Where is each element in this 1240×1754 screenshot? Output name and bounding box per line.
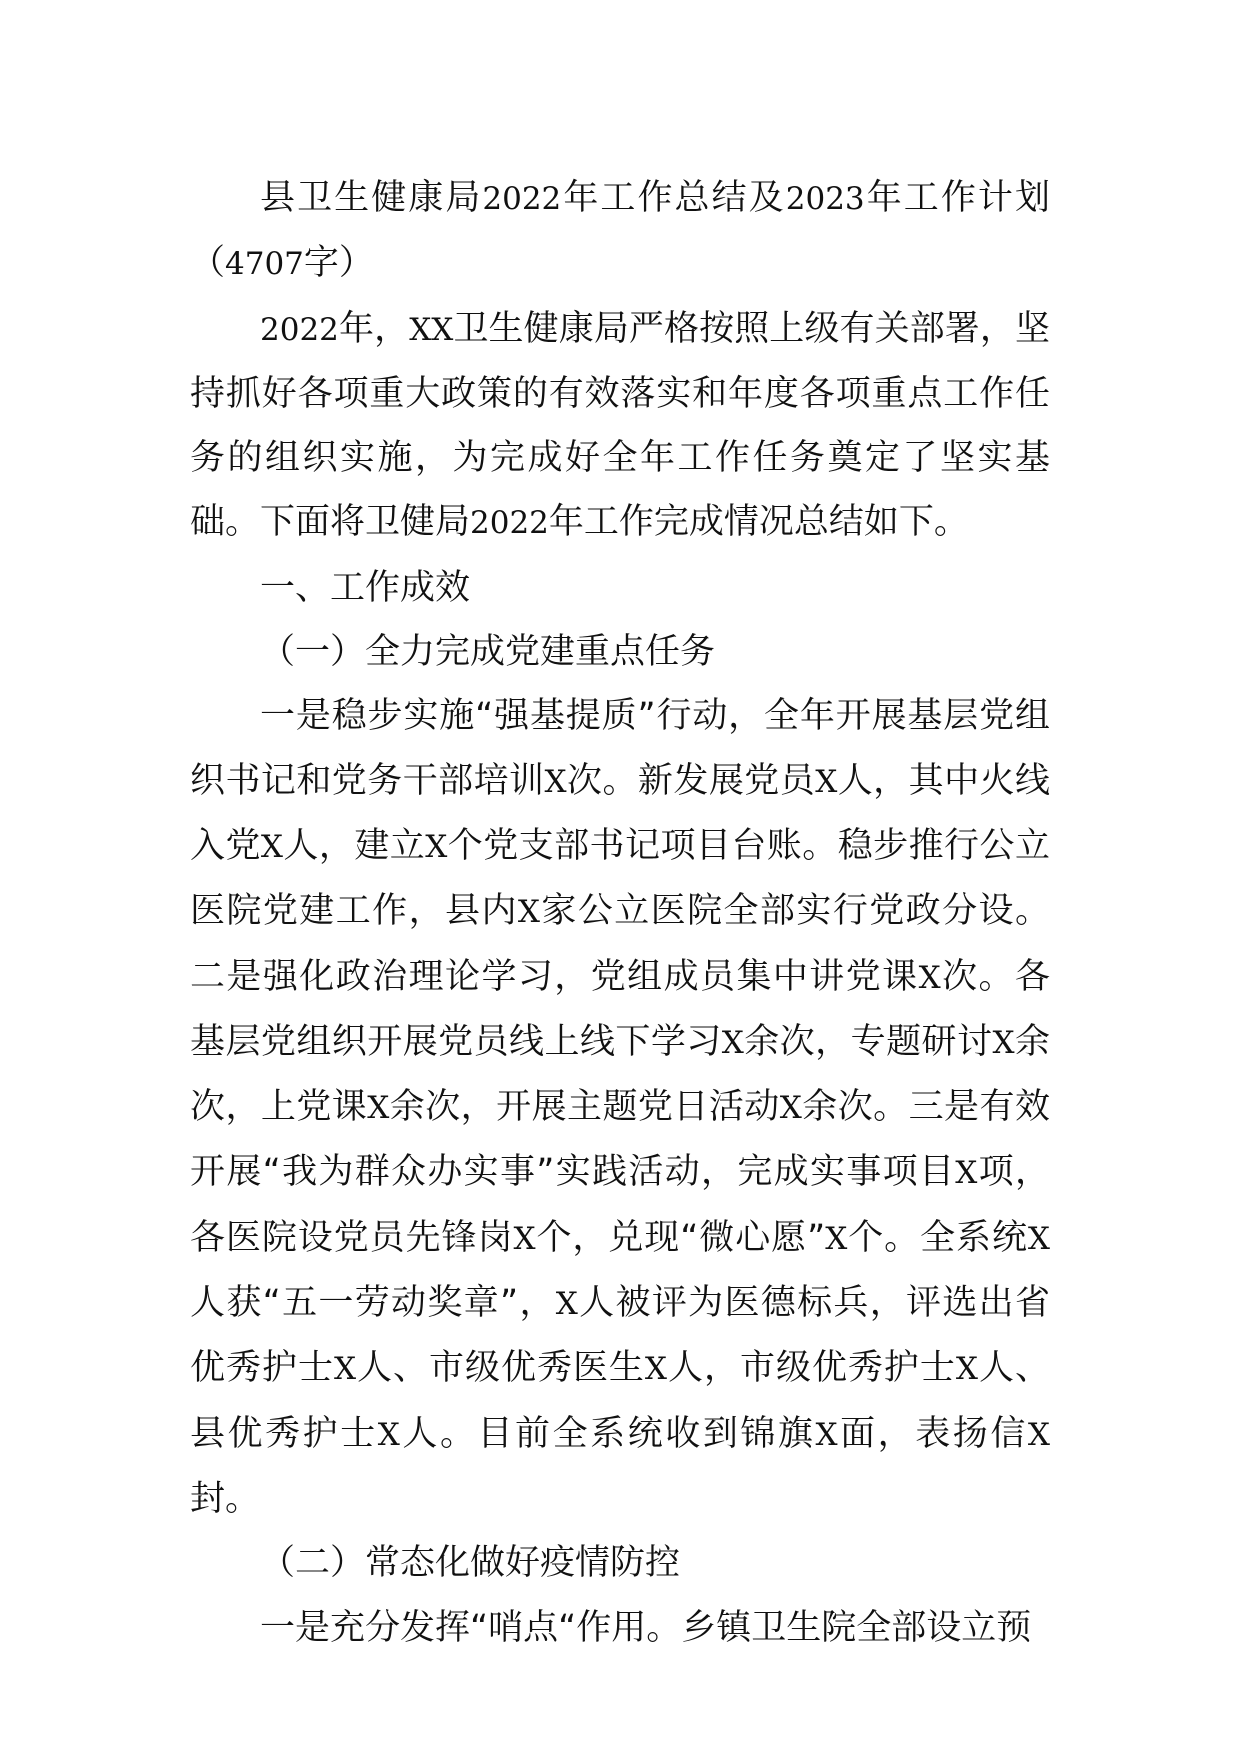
document-body: [190, 166, 1050, 1660]
epidemic-control-paragraph: 一是充分发挥“哨点“作用。乡镇卫生院全部设立预: [260, 1607, 1032, 1648]
document-title: 县卫生健康局2022年工作总结及2023年工作计划（4707字）: [190, 178, 1050, 284]
subsection-heading-epidemic-control: （二）常态化做好疫情防控: [260, 1543, 681, 1584]
subsection-heading-party-building: （一）全力完成党建重点任务: [260, 632, 716, 673]
party-building-paragraph: 一是稳步实施“强基提质”行动，全年开展基层党组织书记和党务干部培训X次。新发展党员X人，其中火线入党X人，建立X个党支部书记项目台账。稳步推行公立医院党建工作，县内X家公立医院全部实行党政分设。二是强化政治理论学习，党组成员集中讲党课X次。各基层党组织开展党员线上线下学习X余次，专题研讨X余次，上党课X余次，开展主题党日活动X余次。三是有效开展“我为群众办实事”实践活动，完成实事项目X项，各医院设党员先锋岗X个，兑现“微心愿”X个。全系统X人获“五一劳动奖章”，X人被评为医德标兵，评选出省优秀护士X人、市级优秀医生X人，市级优秀护士X人、县优秀护士X人。目前全系统收到锦旗X面，表扬信X封。: [190, 696, 1050, 1519]
intro-paragraph: 2022年，XX卫生健康局严格按照上级有关部署，坚持抓好各项重大政策的有效落实和年度各项重点工作任务的组织实施，为完成好全年工作任务奠定了坚实基础。下面将卫健局2022年工作完成情况总结如下。: [190, 308, 1050, 543]
section-heading-achievements: 一、工作成效: [260, 567, 471, 608]
